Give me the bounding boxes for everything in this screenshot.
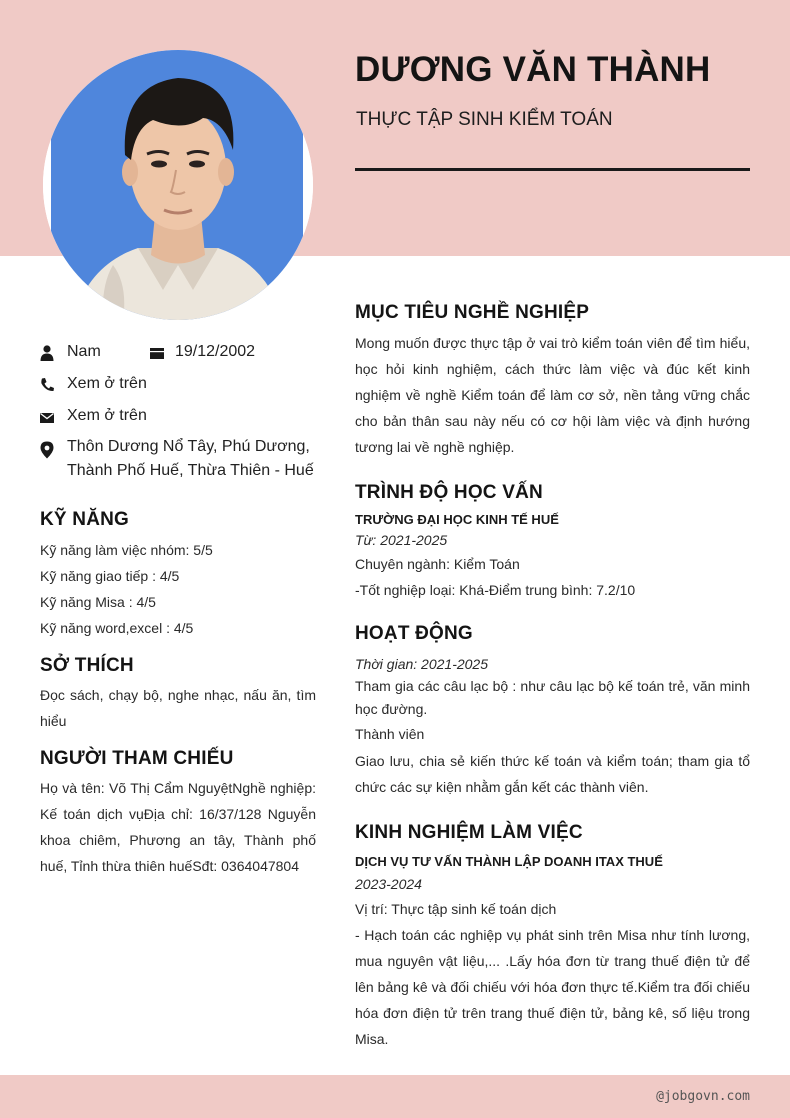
experience-period: 2023-2024 [355,876,422,892]
right-column [355,302,750,1052]
hobbies-section [40,655,316,734]
education-major: Chuyên ngành: Kiểm Toán [355,556,520,572]
skill-item: Kỹ năng làm việc nhóm: 5/5 [40,542,213,558]
hobbies-title: SỞ THÍCH [40,655,134,676]
title-divider [355,168,750,171]
references-text: Họ và tên: Võ Thị Cẩm NguyệtNghề nghiệp: Kế toán dịch vụĐịa chỉ: 16/37/128 Nguyễn khoa chiêm, Phương an tây, Thành phố huế, Tỉnh thừa thiên huếSđt: 0364047804 [40,780,316,874]
objective-text: Mong muốn được thực tập ở vai trò kiểm toán viên để tìm hiểu, học hỏi kinh nghiệm, cách thức làm việc và đúc kết kinh nghiệm về nghề Kiểm toán để làm cơ sở, nền tảng vững chắc cho bản thân sau này nếu có cơ hội làm việc và định hướng tương lai về nghề nghiệp. [355,335,750,455]
objective-section [355,302,750,460]
email-value: Xem ở trên [67,407,147,424]
skill-item: Kỹ năng giao tiếp : 4/5 [40,568,180,584]
watermark-text: @jobgovn.com [656,1089,750,1104]
skill-item: Kỹ năng word,excel : 4/5 [40,620,194,636]
experience-details: - Hạch toán các nghiệp vụ phát sinh trên Misa như tính lương, mua nguyên vật liệu,... .Lấy hóa đơn từ trang thuế điện tử để lên bảng kê và đối chiếu với hóa đơn thực tế.Kiểm tra đối chiếu hóa đơn điện tử trên trang thuế điện tử, bảng kê, số liệu trong Misa. [355,927,750,1047]
activities-title: HOẠT ĐỘNG [355,623,473,644]
experience-section [355,822,750,1052]
gender-value: Nam [67,343,101,360]
calendar-icon [150,345,164,361]
education-grade: -Tốt nghiệp loại: Khá-Điểm trung bình: 7.2/10 [355,582,636,598]
map-pin-icon [40,441,54,459]
info-row-phone [40,372,316,404]
skill-item: Kỹ năng Misa : 4/5 [40,594,156,610]
left-column [40,340,316,879]
activities-details: Giao lưu, chia sẻ kiến thức kế toán và kiểm toán; tham gia tổ chức các sự kiện nhằm gắn kết các thành viên. [355,753,750,795]
profile-photo [43,50,313,320]
education-section [355,482,750,603]
experience-position: Vị trí: Thực tập sinh kế toán dịch [355,901,557,917]
envelope-icon [40,409,54,425]
address-value: Thôn Dương Nổ Tây, Phú Dương, Thành Phố Huế, Thừa Thiên - Huế [67,438,314,479]
education-period: Từ: 2021-2025 [355,532,448,548]
phone-icon [40,377,54,393]
school-name: TRƯỜNG ĐẠI HỌC KINH TẾ HUẾ [355,512,559,527]
candidate-name: DƯƠNG VĂN THÀNH [355,50,711,89]
birthday-value: 19/12/2002 [175,343,256,360]
info-row-address [40,436,316,492]
references-title: NGƯỜI THAM CHIẾU [40,748,234,769]
references-section [40,748,316,879]
activities-description: Tham gia các câu lạc bộ : như câu lạc bộ kế toán trẻ, văn minh học đường. [355,678,750,717]
job-title: THỰC TẬP SINH KIỂM TOÁN [356,109,613,130]
skills-section [40,509,316,641]
hobbies-text: Đọc sách, chạy bộ, nghe nhạc, nấu ăn, tìm hiểu [40,687,316,729]
company-name: DỊCH VỤ TƯ VẤN THÀNH LẬP DOANH ITAX THUẾ [355,854,663,869]
education-title: TRÌNH ĐỘ HỌC VẤN [355,482,543,503]
person-icon [40,345,54,361]
phone-value: Xem ở trên [67,375,147,392]
skills-title: KỸ NĂNG [40,509,130,530]
activities-section [355,623,750,800]
experience-title: KINH NGHIỆM LÀM VIỆC [355,822,583,843]
activities-role: Thành viên [355,726,425,742]
info-row-email [40,404,316,436]
portrait-illustration [43,50,313,320]
activities-period: Thời gian: 2021-2025 [355,656,488,672]
objective-title: MỤC TIÊU NGHỀ NGHIỆP [355,302,590,323]
info-row-gender-birthday [40,340,316,372]
